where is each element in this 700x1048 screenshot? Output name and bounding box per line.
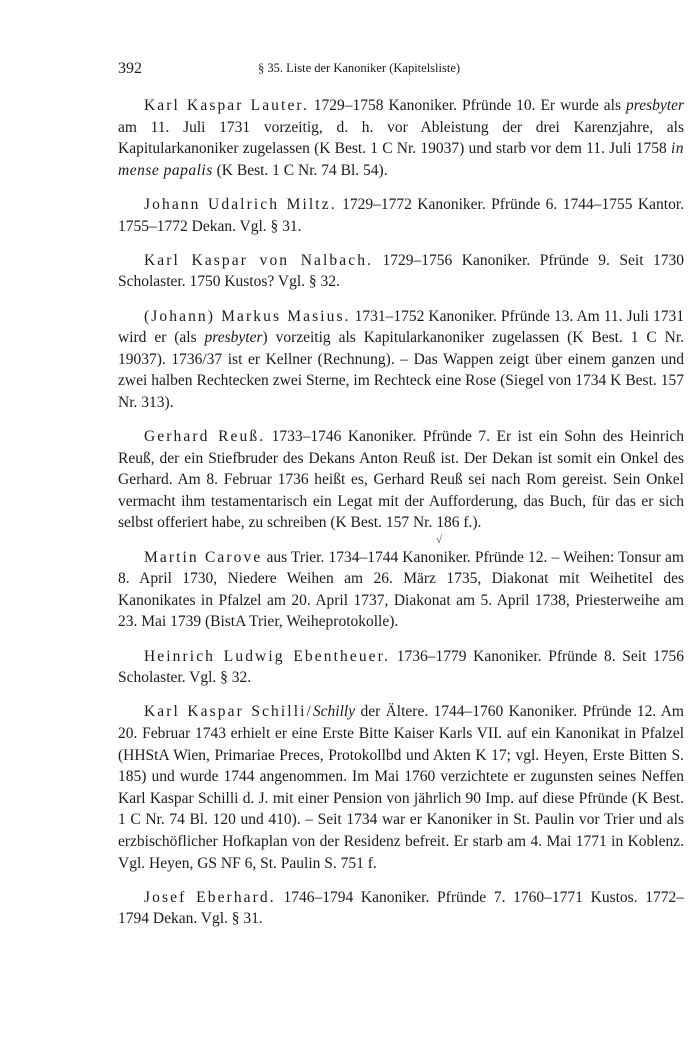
- entry-italic: presbyter: [204, 329, 263, 347]
- canon-name: Karl Kaspar Lauter.: [144, 97, 309, 114]
- page-number: 392: [118, 60, 142, 77]
- canon-name: Heinrich Ludwig Ebentheuer.: [144, 647, 391, 665]
- entry-text: am 11. Juli 1731 vorzeitig, d. h. vor Ableistung der drei Karenzjahre, als Kapitularkanoniker zugelassen (K Best. 1 C Nr. 19037) und starb vor dem 11. Juli 1758: [118, 118, 684, 158]
- canon-name: Martin Carove: [144, 548, 263, 566]
- canon-name: Karl Kaspar Schilli/: [144, 703, 313, 721]
- entry-eberhard: [118, 887, 684, 930]
- entry-nalbach: [118, 250, 684, 293]
- canon-name: Johann Udalrich Miltz.: [144, 195, 337, 213]
- entry-text: (K Best. 1 C Nr. 74 Bl. 54).: [212, 161, 388, 179]
- entry-italic: presbyter: [626, 97, 684, 114]
- entry-text: 1736–1779 Kanoniker. Pfründe 8. Seit 1756 Scholaster. Vgl. § 32.: [118, 647, 684, 687]
- entry-reuss: [118, 426, 684, 534]
- entry-text: 1746–1794 Kanoniker. Pfründe 7. 1760–1771 Kustos. 1772–1794 Dekan. Vgl. § 31.: [118, 888, 685, 928]
- running-title: § 35. Liste der Kanoniker (Kapitelsliste): [258, 61, 461, 75]
- running-head: [118, 60, 684, 80]
- canon-name: Karl Kaspar von Nalbach.: [144, 251, 374, 269]
- canon-name: Josef Eberhard.: [144, 888, 276, 906]
- entry-text: 1729–1772 Kanoniker. Pfründe 6. 1744–1755 Kantor. 1755–1772 Dekan. Vgl. § 31.: [118, 195, 684, 235]
- entry-carove: [118, 547, 684, 633]
- entry-text: 1729–1758 Kanoniker. Pfründe 10. Er wurde als: [308, 97, 627, 114]
- entry-miltz: [118, 194, 684, 237]
- canon-name: Gerhard Reuß.: [144, 428, 266, 446]
- entry-schilli: [118, 701, 684, 874]
- entry-italic: in mense papalis: [118, 140, 684, 179]
- entry-ebentheuer: [118, 646, 684, 689]
- pencil-tick-mark: √: [436, 534, 443, 546]
- entry-text: ) vorzeitig als Kapitularkanoniker zugelassen (K Best. 1 C Nr. 19037). 1736/37 ist er Kellner (Rechnung). – Das Wappen zeigt über einem ganzen und zwei halben Rechtecken zwei Sterne, im Rechteck eine Rose (Siegel von 1734 K Best. 157 Nr. 313).: [118, 329, 684, 411]
- entry-text: 1731–1752 Kanoniker. Pfründe 13. Am 11. Juli 1731 wird er (als: [118, 307, 684, 347]
- entry-text: 1729–1756 Kanoniker. Pfründe 9. Seit 1730 Scholaster. 1750 Kustos? Vgl. § 32.: [118, 251, 684, 291]
- entry-text: aus Trier. 1734–1744 Kanoniker. Pfründe 12. – Weihen: Tonsur am 8. April 1730, Niedere Weihen am 26. März 1735, Diakonat mit Weihetitel des Kanonikates in Pfalzel am 20. April 1737, Diakonat am 5. April 1738, Priesterweihe am 23. Mai 1739 (BistA Trier, Weiheprotokolle).: [118, 548, 684, 631]
- canon-list: [118, 95, 684, 943]
- entry-text: der Ältere. 1744–1760 Kanoniker. Pfründe 12. Am 20. Februar 1743 erhielt er eine Erste Bitte Kaiser Karls VII. auf ein Kanonikat in Pfalzel (HHStA Wien, Primariae Preces, Protokollbd und Akten K 17; vgl. Heyen, Erste Bitten S. 185) und wurde 1744 angenommen. Im Mai 1760 verzichtete er zugunsten seines Neffen Karl Kaspar Schilli d. J. mit einer Pension von jährlich 90 Imp. auf diese Pfründe (K Best. 1 C Nr. 74 Bl. 120 und 410). – Seit 1734 war er Kanoniker in St. Paulin vor Trier und als erzbischöflicher Hofkaplan von der Residenz befreit. Er starb am 4. Mai 1771 in Koblenz. Vgl. Heyen, GS NF 6, St. Paulin S. 751 f.: [118, 703, 684, 872]
- canon-name: (Johann) Markus Masius.: [144, 307, 351, 325]
- entry-masius: [118, 306, 684, 414]
- entry-italic: Schilly: [312, 703, 356, 721]
- entry-text: 1733–1746 Kanoniker. Pfründe 7. Er ist ein Sohn des Heinrich Reuß, der ein Stiefbruder des Dekans Anton Reuß ist. Der Dekan ist somit ein Onkel des Gerhard. Am 8. Februar 1736 heißt es, Gerhard Reuß sei nach Rom gereist. Sein Onkel vermacht ihm testamentarisch ein Legat mit der Aufforderung, das Buch, für das er sich selbst offeriert habe, zu schreiben (K Best. 157 Nr. 186 f.).: [118, 428, 685, 532]
- entry-lauter: [118, 95, 684, 181]
